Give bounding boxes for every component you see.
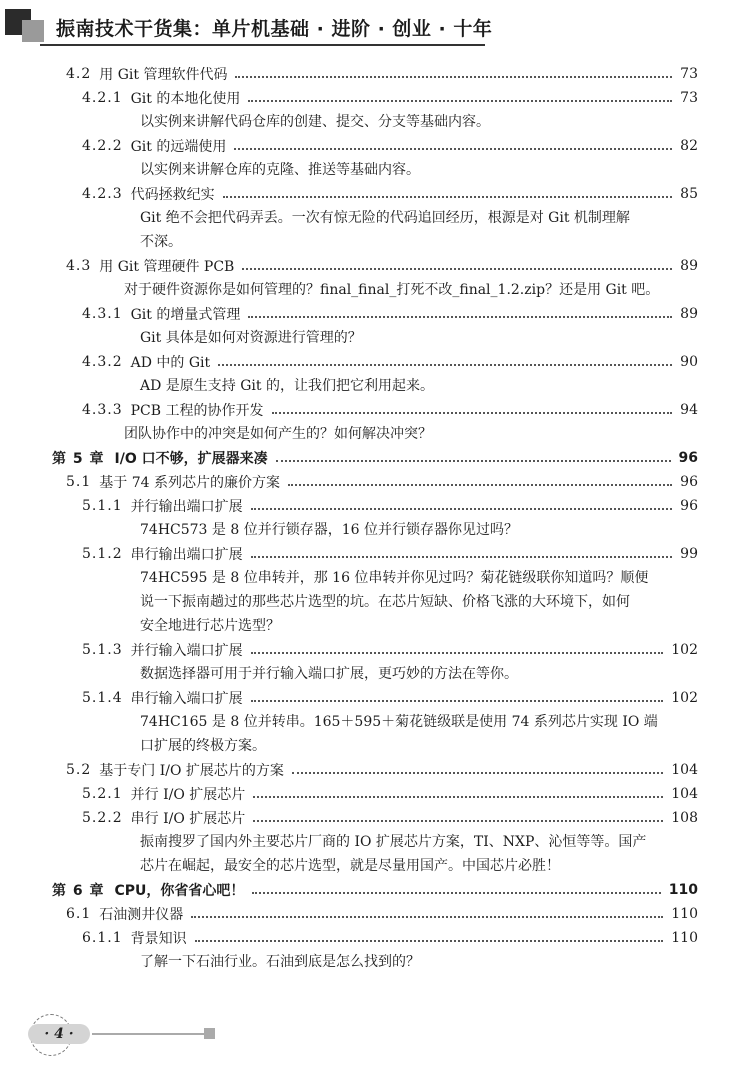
- page-ref: 89: [680, 258, 698, 274]
- dot-leader: [223, 196, 673, 198]
- page-ref: 110: [671, 930, 698, 946]
- description-text: 了解一下石油行业。石油到底是怎么找到的？: [140, 954, 420, 970]
- description-text: 对于硬件资源你是如何管理的？final_final_打死不改_final_1.2.zip？还是用 Git 吧。: [124, 282, 660, 298]
- description-text: 振南搜罗了国内外主要芯片厂商的 IO 扩展芯片方案，TI、NXP、沁恒等等。国产: [140, 834, 647, 850]
- dot-leader: [234, 148, 672, 150]
- toc-subsection: [0, 86, 750, 110]
- section-number: 第 6 章: [52, 883, 105, 899]
- dot-leader: [191, 916, 663, 918]
- entry-description: [0, 206, 750, 230]
- toc-section: [0, 62, 750, 86]
- section-title: Git 的增量式管理: [130, 307, 241, 323]
- header-rule: [40, 44, 485, 46]
- description-text: AD 是原生支持 Git 的，让我们把它利用起来。: [140, 378, 434, 394]
- page-number: · 4 ·: [28, 1024, 90, 1044]
- toc-subsection: [0, 182, 750, 206]
- page-footer: [0, 1010, 750, 1060]
- entry-description: [0, 422, 750, 446]
- description-text: 说一下振南趟过的那些芯片选型的坑。在芯片短缺、价格飞涨的大环境下，如何: [140, 594, 630, 610]
- description-text: Git 绝不会把代码弄丢。一次有惊无险的代码追回经历，根源是对 Git 机制理解: [140, 210, 630, 226]
- section-number: 5.1.1: [82, 498, 123, 514]
- section-title: 用 Git 管理硬件 PCB: [99, 259, 235, 275]
- page-header: [0, 0, 750, 56]
- dot-leader: [195, 940, 664, 942]
- section-title: 串行 I/O 扩展芯片: [130, 811, 246, 827]
- section-title: PCB 工程的协作开发: [130, 403, 264, 419]
- dot-leader: [248, 316, 672, 318]
- toc-subsection: [0, 686, 750, 710]
- toc-subsection: [0, 638, 750, 662]
- toc-subsection: [0, 542, 750, 566]
- toc-section: [0, 254, 750, 278]
- page-ref: 96: [680, 498, 698, 514]
- entry-description: [0, 518, 750, 542]
- page-ref: 90: [680, 354, 698, 370]
- book-title: 振南技术干货集：单片机基础 · 进阶 · 创业 · 十年: [56, 18, 493, 40]
- section-number: 5.1: [66, 474, 92, 490]
- section-number: 4.2: [66, 66, 92, 82]
- dot-leader: [288, 484, 672, 486]
- section-title: 石油测井仪器: [99, 907, 184, 923]
- toc-subsection: [0, 398, 750, 422]
- section-title: 基于专门 I/O 扩展芯片的方案: [99, 763, 284, 779]
- entry-description: [0, 110, 750, 134]
- section-number: 5.1.3: [82, 642, 123, 658]
- page-ref: 102: [671, 642, 698, 658]
- page-ref: 104: [671, 762, 698, 778]
- section-title: 代码拯救纪实: [130, 187, 215, 203]
- toc-section: [0, 470, 750, 494]
- dot-leader: [251, 556, 673, 558]
- entry-description: [0, 278, 750, 302]
- dot-leader: [272, 412, 673, 414]
- footer-rule: [92, 1033, 204, 1035]
- entry-description: [0, 230, 750, 254]
- description-text: 团队协作中的冲突是如何产生的？如何解决冲突？: [124, 426, 432, 442]
- toc-section: [0, 758, 750, 782]
- section-number: 4.2.1: [82, 90, 123, 106]
- section-title: 背景知识: [130, 931, 187, 947]
- section-title: AD 中的 Git: [130, 355, 211, 371]
- section-number: 4.3.3: [82, 402, 123, 418]
- page-ref: 108: [671, 810, 698, 826]
- dot-leader: [235, 76, 672, 78]
- description-text: 安全地进行芯片选型？: [140, 618, 280, 634]
- toc-chapter: [0, 446, 750, 470]
- section-title: 并行输出端口扩展: [130, 499, 243, 515]
- page-ref: 85: [680, 186, 698, 202]
- page-ref: 110: [671, 906, 698, 922]
- entry-description: [0, 374, 750, 398]
- toc-subsection: [0, 806, 750, 830]
- page-ref: 110: [668, 882, 698, 898]
- entry-description: [0, 590, 750, 614]
- description-text: 74HC165 是 8 位并转串。165＋595＋菊花链级联是使用 74 系列芯片实现 IO 端: [140, 714, 658, 730]
- page-ref: 96: [680, 474, 698, 490]
- table-of-contents: [0, 62, 750, 974]
- section-number: 5.2: [66, 762, 92, 778]
- description-text: 74HC573 是 8 位并行锁存器，16 位并行锁存器你见过吗？: [140, 522, 518, 538]
- page-ref: 96: [678, 450, 698, 466]
- section-title: Git 的远端使用: [130, 139, 227, 155]
- description-text: Git 具体是如何对资源进行管理的？: [140, 330, 362, 346]
- entry-description: [0, 566, 750, 590]
- page-ref: 82: [680, 138, 698, 154]
- section-title: 串行输出端口扩展: [130, 547, 243, 563]
- section-number: 4.3.2: [82, 354, 123, 370]
- entry-description: [0, 854, 750, 878]
- section-title: Git 的本地化使用: [130, 91, 241, 107]
- dot-leader: [218, 364, 672, 366]
- entry-description: [0, 710, 750, 734]
- description-text: 口扩展的终极方案。: [140, 738, 266, 754]
- dot-leader: [276, 460, 671, 462]
- page-ref: 73: [680, 90, 698, 106]
- section-number: 5.2.1: [82, 786, 123, 802]
- description-text: 芯片在崛起，最安全的芯片选型，就是尽量用国产。中国芯片必胜！: [140, 858, 560, 874]
- description-text: 以实例来讲解仓库的克隆、推送等基础内容。: [140, 162, 420, 178]
- page-ref: 102: [671, 690, 698, 706]
- header-gray-square: [22, 20, 44, 42]
- section-number: 6.1.1: [82, 930, 123, 946]
- section-title: CPU，你省省心吧！: [114, 883, 245, 899]
- section-number: 第 5 章: [52, 451, 105, 467]
- section-number: 6.1: [66, 906, 92, 922]
- entry-description: [0, 830, 750, 854]
- section-number: 5.1.4: [82, 690, 123, 706]
- section-number: 4.2.3: [82, 186, 123, 202]
- page-ref: 94: [680, 402, 698, 418]
- entry-description: [0, 662, 750, 686]
- entry-description: [0, 614, 750, 638]
- dot-leader: [248, 100, 672, 102]
- entry-description: [0, 326, 750, 350]
- entry-description: [0, 734, 750, 758]
- section-title: 串行输入端口扩展: [130, 691, 243, 707]
- description-text: 不深。: [140, 234, 182, 250]
- toc-subsection: [0, 350, 750, 374]
- dot-leader: [252, 892, 660, 894]
- dot-leader: [242, 268, 672, 270]
- dot-leader: [292, 772, 663, 774]
- section-title: I/O 口不够，扩展器来凑: [114, 451, 268, 467]
- dot-leader: [253, 796, 663, 798]
- toc-subsection: [0, 134, 750, 158]
- section-title: 基于 74 系列芯片的廉价方案: [99, 475, 280, 491]
- section-number: 5.2.2: [82, 810, 123, 826]
- toc-chapter: [0, 878, 750, 902]
- footer-square: [204, 1028, 215, 1039]
- toc-subsection: [0, 302, 750, 326]
- section-number: 5.1.2: [82, 546, 123, 562]
- page-ref: 89: [680, 306, 698, 322]
- description-text: 数据选择器可用于并行输入端口扩展，更巧妙的方法在等你。: [140, 666, 518, 682]
- dot-leader: [251, 508, 673, 510]
- dot-leader: [251, 700, 664, 702]
- page-ref: 104: [671, 786, 698, 802]
- section-number: 4.2.2: [82, 138, 123, 154]
- page-ref: 99: [680, 546, 698, 562]
- entry-description: [0, 950, 750, 974]
- toc-section: [0, 902, 750, 926]
- section-title: 并行 I/O 扩展芯片: [130, 787, 246, 803]
- description-text: 74HC595 是 8 位串转并，那 16 位串转并你见过吗？菊花链级联你知道吗？顺便: [140, 570, 649, 586]
- toc-subsection: [0, 494, 750, 518]
- section-title: 并行输入端口扩展: [130, 643, 243, 659]
- dot-leader: [251, 652, 664, 654]
- toc-subsection: [0, 782, 750, 806]
- toc-subsection: [0, 926, 750, 950]
- description-text: 以实例来讲解代码仓库的创建、提交、分支等基础内容。: [140, 114, 490, 130]
- page-ref: 73: [680, 66, 698, 82]
- entry-description: [0, 158, 750, 182]
- section-title: 用 Git 管理软件代码: [99, 67, 228, 83]
- section-number: 4.3: [66, 258, 92, 274]
- dot-leader: [253, 820, 663, 822]
- section-number: 4.3.1: [82, 306, 123, 322]
